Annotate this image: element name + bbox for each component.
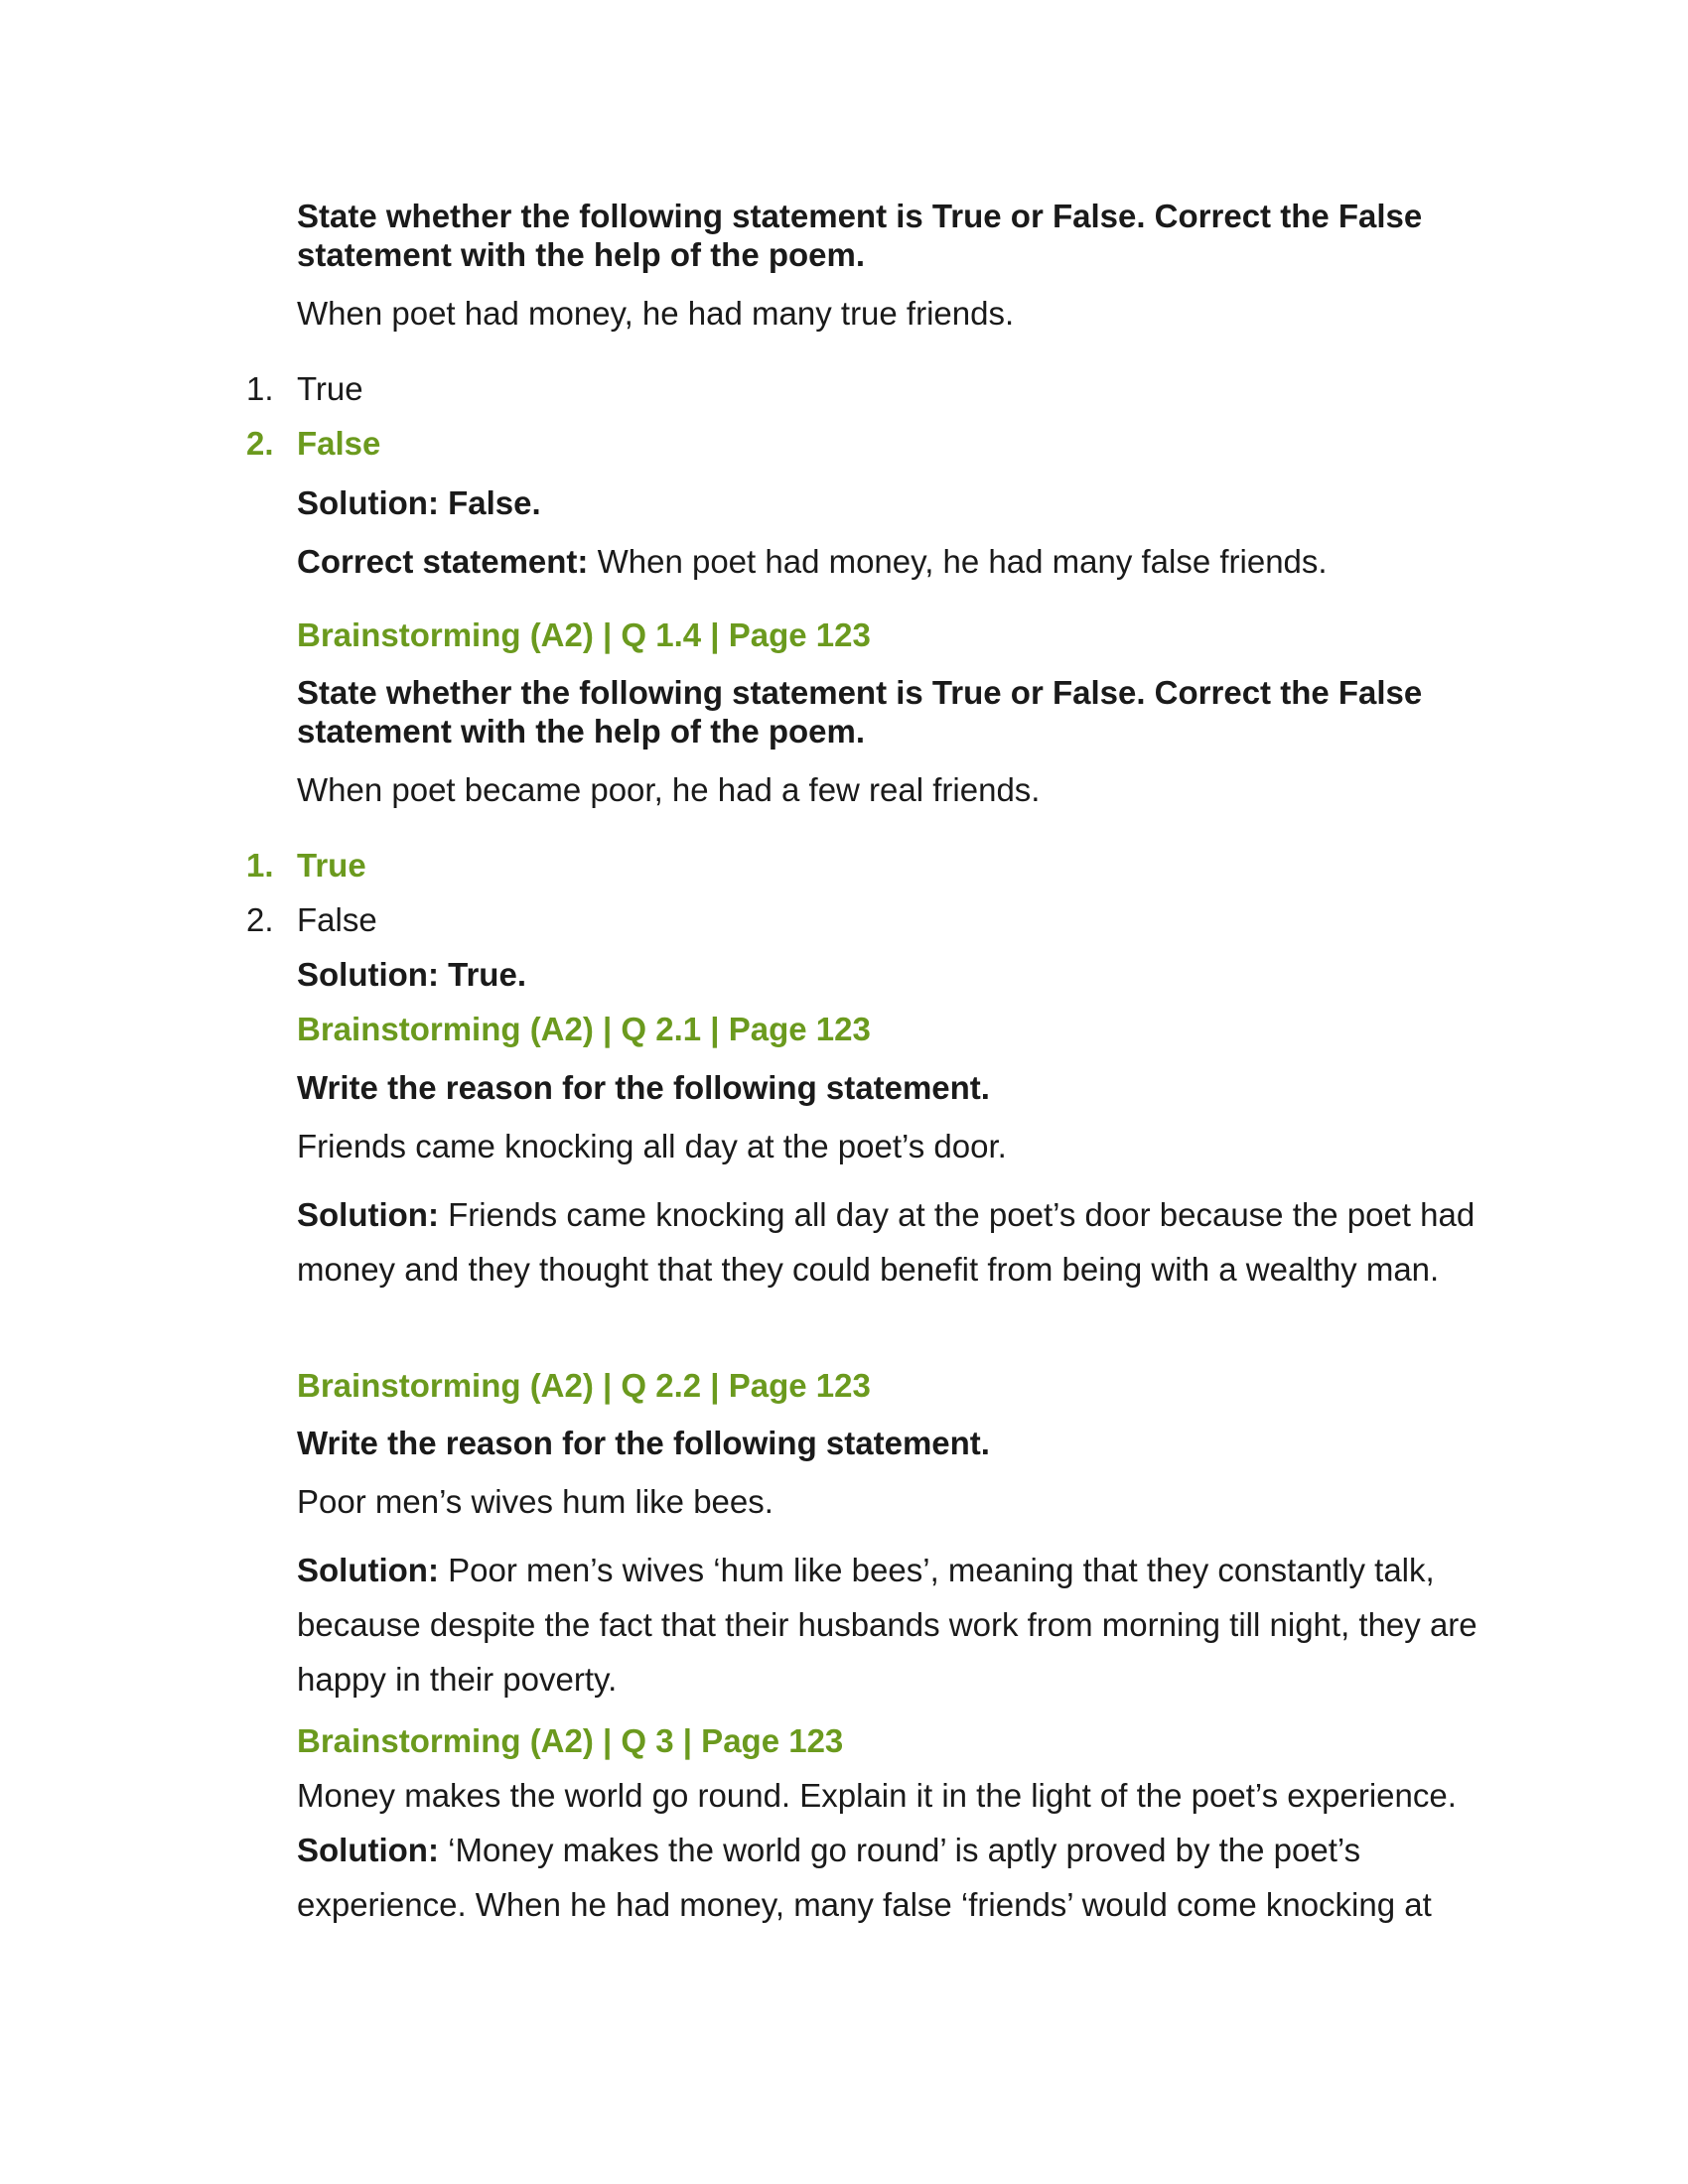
q2-1-heading: Brainstorming (A2) | Q 2.1 | Page 123 xyxy=(297,1011,871,1047)
option-number: 1. xyxy=(246,847,274,884)
correct-statement-label: Correct statement: xyxy=(297,543,589,580)
solution-text: ‘Money makes the world go round’ is aptly proved by the poet’s experience. When he had money, many false ‘friends’ would come knocking at xyxy=(297,1832,1432,1923)
q1-3-option-2-correct xyxy=(246,424,380,464)
q1-4-heading: Brainstorming (A2) | Q 1.4 | Page 123 xyxy=(297,616,871,653)
q1-3-correct-statement xyxy=(297,542,1328,582)
q1-3-instruction-line2: statement with the help of the poem. xyxy=(297,236,866,273)
q3-question: Money makes the world go round. Explain it in the light of the poet’s experience. xyxy=(297,1777,1457,1814)
solution-text: Friends came knocking all day at the poet’s door because the poet had money and they thought that they could benefit from being with a wealthy man. xyxy=(297,1196,1476,1288)
q1-3-solution: Solution: False. xyxy=(297,484,541,521)
option-label: True xyxy=(297,847,366,884)
option-number: 2. xyxy=(246,901,274,938)
solution-label: Solution: xyxy=(297,1552,439,1588)
option-label: False xyxy=(297,901,377,938)
q1-4-option-1-correct xyxy=(246,846,366,886)
q2-1-solution xyxy=(297,1187,1478,1297)
q2-1-instruction: Write the reason for the following statement. xyxy=(297,1069,990,1106)
q2-2-solution xyxy=(297,1543,1478,1706)
correct-statement-text: When poet had money, he had many false friends. xyxy=(588,543,1328,580)
q2-2-instruction: Write the reason for the following statement. xyxy=(297,1425,990,1461)
q1-3-instruction-line1: State whether the following statement is True or False. Correct the False xyxy=(297,198,1423,234)
q2-2-heading: Brainstorming (A2) | Q 2.2 | Page 123 xyxy=(297,1367,871,1404)
option-label: False xyxy=(297,425,381,462)
q1-4-statement: When poet became poor, he had a few real friends. xyxy=(297,771,1041,808)
q2-1-statement: Friends came knocking all day at the poet’s door. xyxy=(297,1128,1007,1164)
q1-4-instruction-line1: State whether the following statement is True or False. Correct the False xyxy=(297,674,1423,711)
q3-heading: Brainstorming (A2) | Q 3 | Page 123 xyxy=(297,1722,844,1759)
q1-3-statement: When poet had money, he had many true friends. xyxy=(297,295,1015,332)
q3-solution xyxy=(297,1823,1478,1932)
solution-text: Poor men’s wives ‘hum like bees’, meaning that they constantly talk, because despite the fact that their husbands work from morning till night, they are happy in their poverty. xyxy=(297,1552,1477,1698)
q1-3-option-1 xyxy=(246,369,363,409)
q1-4-solution: Solution: True. xyxy=(297,956,526,993)
solution-label: Solution: xyxy=(297,1832,439,1868)
option-number: 1. xyxy=(246,370,274,407)
q1-4-instruction-line2: statement with the help of the poem. xyxy=(297,713,866,750)
option-number: 2. xyxy=(246,425,274,462)
q2-2-statement: Poor men’s wives hum like bees. xyxy=(297,1483,774,1520)
option-label: True xyxy=(297,370,363,407)
solution-label: Solution: xyxy=(297,1196,439,1233)
q1-4-option-2 xyxy=(246,900,377,940)
